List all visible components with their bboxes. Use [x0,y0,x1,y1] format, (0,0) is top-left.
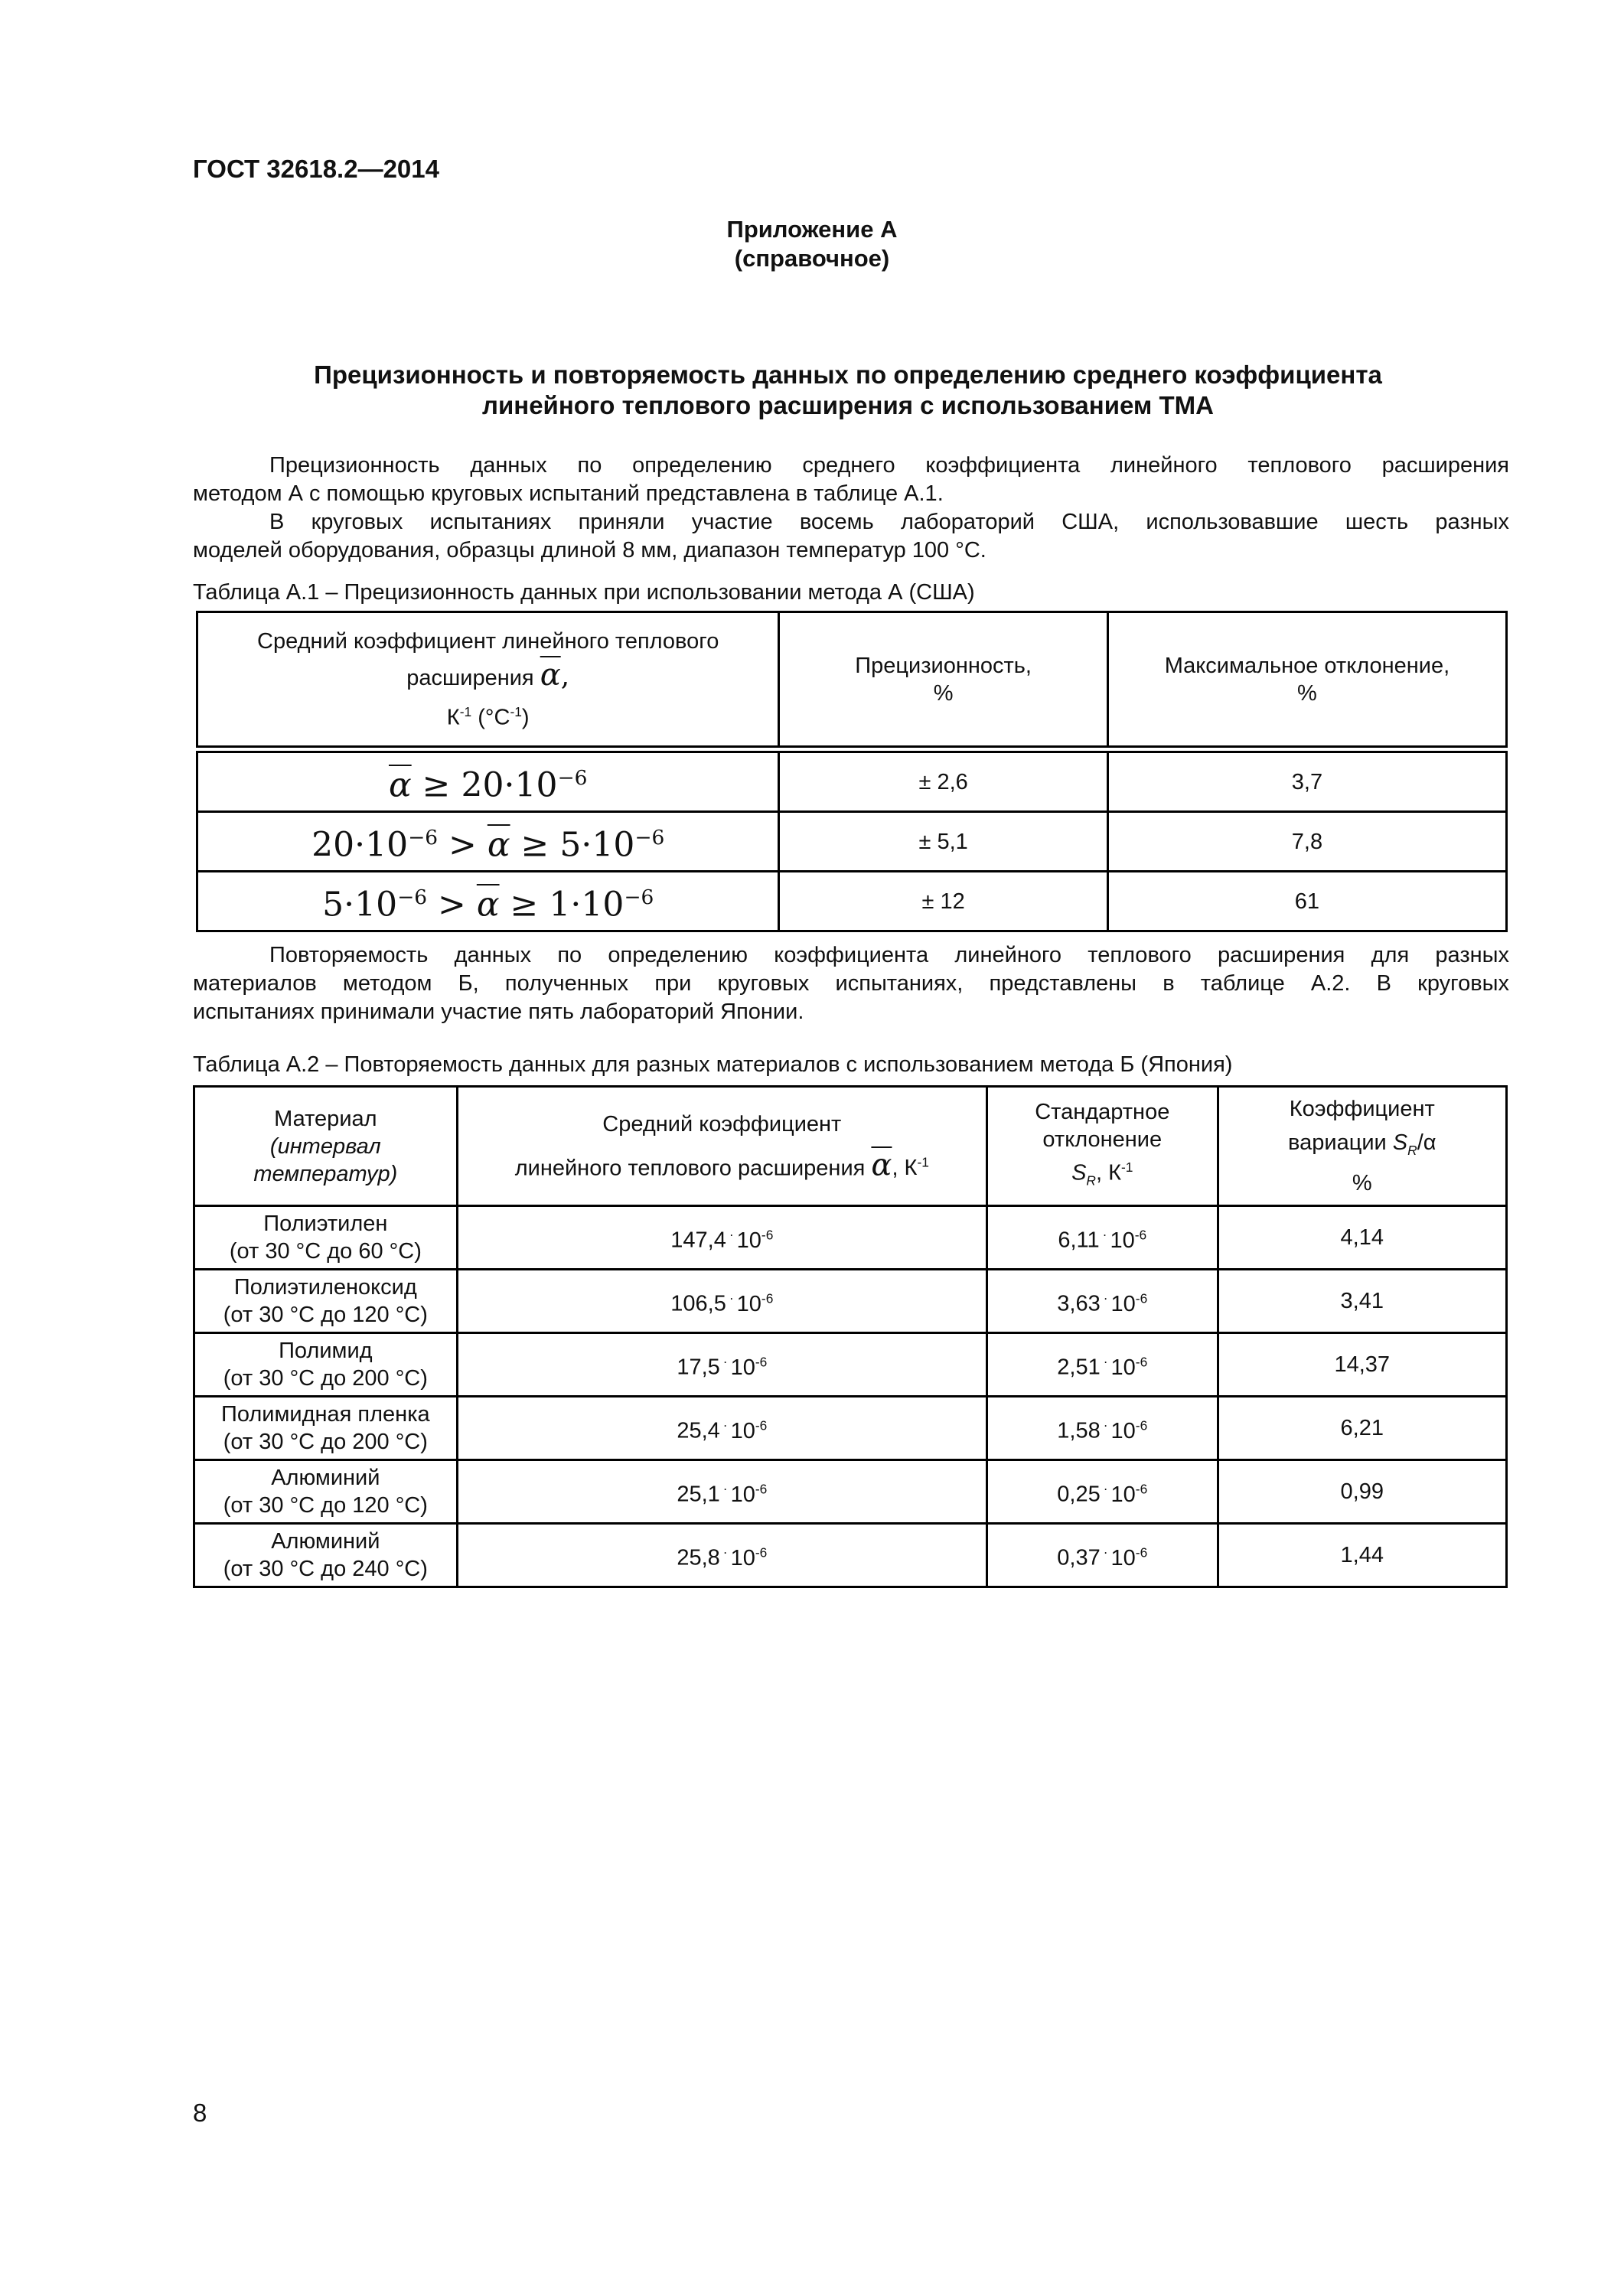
range-formula: $\overline{\alpha} \ge 20\cdot 10^{-6}$ [197,752,779,812]
temperature-interval: (от 30 °С до 120 °С) [223,1303,428,1327]
table-row [194,1270,1507,1333]
temperature-interval: (от 30 °С до 120 °С) [223,1493,428,1518]
table-row [194,1206,1507,1270]
variation-cell: 0,99 [1218,1460,1506,1524]
paragraph-3-line-2: материалов методом Б, полученных при круговых испытаниях, представлены в таблице А.2. В круговых [193,971,1509,996]
multiply-dot: · [1103,1354,1108,1370]
header-text: Стандартное [1035,1099,1170,1124]
standard-deviation-cell [986,1270,1218,1333]
exponent: $10^{-6}$ [1110,1290,1148,1316]
mean-coefficient-cell [457,1524,986,1587]
multiply-dot: · [1103,1544,1108,1561]
exponent: $10^{-6}$ [730,1481,768,1507]
sd-value: 2,51 [1057,1355,1101,1380]
material-cell [194,1460,458,1524]
variation-cell: 3,41 [1218,1270,1506,1333]
material-name: Полиэтиленоксид [233,1275,417,1300]
precision-value: ± 5,1 [779,812,1107,872]
mean-coefficient-cell [457,1333,986,1397]
header-text: отклонение [1042,1127,1163,1152]
header-unit: % [1352,1171,1372,1196]
mean-value: 25,8 [677,1545,720,1570]
material-cell [194,1270,458,1333]
header-symbol: $S_R$, $К^{-1}$ [1071,1159,1133,1189]
paragraph-3-line-3: испытаниях принимали участие пять лабораторий Японии. [193,1000,804,1024]
mean-value: 25,1 [677,1482,720,1507]
sd-value: 3,63 [1057,1291,1101,1316]
material-cell [194,1524,458,1587]
temperature-interval: (от 30 °С до 200 °С) [223,1366,428,1391]
header-text: Прецизионность, [855,653,1032,678]
header-units: , $К^{-1}$ [892,1154,929,1181]
header-text: вариации $S_R/\alpha$ [1288,1130,1436,1158]
table-1-header-precision [779,612,1107,747]
mean-value: 17,5 [677,1355,720,1380]
table-2 [193,1085,1508,1588]
multiply-dot: · [722,1354,728,1370]
material-cell [194,1333,458,1397]
table-2-caption: Таблица А.2 – Повторяемость данных для разных материалов с использованием метода Б (Япония) [193,1052,1233,1077]
mean-value: 25,4 [677,1418,720,1443]
max-deviation-value: 3,7 [1107,752,1506,812]
header-text: Средний коэффициент линейного теплового [257,628,719,654]
table-1-caption: Таблица А.1 – Прецизионность данных при использовании метода А (США) [193,580,975,605]
multiply-dot: · [722,1544,728,1561]
standard-deviation-cell [986,1397,1218,1460]
temperature-interval: (от 30 °С до 60 °С) [229,1239,422,1264]
table-2-header-row [194,1087,1507,1206]
range-formula: $5\cdot 10^{-6} > \overline{\alpha} \ge 1\cdot 10^{-6}$ [197,872,779,931]
table-2-header-material [194,1087,458,1206]
paragraph-3 [193,941,1509,1026]
temperature-interval: (от 30 °С до 200 °С) [223,1430,428,1454]
mean-value: 147,4 [670,1228,726,1253]
mean-value: 106,5 [670,1291,726,1316]
multiply-dot: · [1103,1417,1108,1433]
sd-value: 6,11 [1058,1228,1100,1253]
paragraph-1-line-1: Прецизионность данных по определению среднего коэффициента линейного теплового расширения [269,453,1509,478]
mean-coefficient-cell [457,1397,986,1460]
mean-coefficient-cell [457,1206,986,1270]
header-text: Максимальное отклонение, [1164,653,1450,678]
material-name: Полиэтилен [263,1212,388,1236]
table-1-header-mean-coefficient [197,612,779,747]
paragraph-1 [193,452,1509,508]
header-unit: % [933,680,954,706]
header-expansion-label: расширения [406,665,534,690]
standard-deviation-cell [986,1524,1218,1587]
standard-deviation-cell [986,1206,1218,1270]
standard-deviation-cell [986,1333,1218,1397]
annex-title: Приложение А [726,216,898,243]
table-row [194,1460,1507,1524]
exponent: $10^{-6}$ [730,1354,768,1380]
material-name: Полимид [279,1339,373,1363]
mean-coefficient-cell [457,1270,986,1333]
variation-cell: 4,14 [1218,1206,1506,1270]
table-row [194,1397,1507,1460]
multiply-dot: · [1103,1290,1108,1306]
exponent: $10^{-6}$ [1110,1354,1148,1380]
standard-deviation-cell [986,1460,1218,1524]
exponent: $10^{-6}$ [1110,1417,1148,1443]
material-cell [194,1397,458,1460]
exponent: $10^{-6}$ [736,1227,774,1253]
sd-value: 0,25 [1057,1482,1101,1507]
header-text: Коэффициент [1289,1096,1435,1121]
header-text: Материал [274,1106,377,1131]
alpha-symbol: $\overline{\alpha}$ [540,657,561,693]
multiply-dot: · [1103,1481,1108,1497]
paragraph-2-line-1: В круговых испытаниях приняли участие восемь лабораторий США, использовавшие шесть разных [269,510,1509,534]
paragraph-2 [193,508,1509,565]
header-unit: % [1297,680,1317,706]
table-row [197,812,1507,872]
table-1-header-max-deviation [1107,612,1506,747]
header-text-2 [465,1149,980,1182]
table-1-header-row [197,612,1507,747]
max-deviation-value: 7,8 [1107,812,1506,872]
multiply-dot: · [722,1481,728,1497]
paragraph-3-line-1: Повторяемость данных по определению коэффициента линейного теплового расширения для разных [269,943,1509,967]
table-2-header-variation [1218,1087,1506,1206]
sd-value: 1,58 [1057,1418,1101,1443]
table-2-header-standard-deviation [986,1087,1218,1206]
exponent: $10^{-6}$ [1110,1544,1148,1570]
exponent: $10^{-6}$ [730,1544,768,1570]
annex-note: (справочное) [734,245,890,272]
variation-cell: 1,44 [1218,1524,1506,1587]
material-cell [194,1206,458,1270]
table-row [197,752,1507,812]
max-deviation-value: 61 [1107,872,1506,931]
exponent: $10^{-6}$ [736,1290,774,1316]
range-formula: $20\cdot 10^{-6} > \overline{\alpha} \ge 5\cdot 10^{-6}$ [197,812,779,872]
material-name: Алюминий [271,1529,380,1554]
table-row [194,1524,1507,1587]
table-1-header-separator [197,747,1507,752]
header-text-italic: (интервал [269,1133,381,1159]
paragraph-2-line-2: моделей оборудования, образцы длиной 8 мм, диапазон температур 100 °С. [193,538,986,563]
standard-number: ГОСТ 32618.2—2014 [193,155,439,183]
header-text: Средний коэффициент [602,1111,842,1137]
header-expansion-label: линейного теплового расширения [514,1156,866,1181]
variation-cell: 6,21 [1218,1397,1506,1460]
precision-value: ± 2,6 [779,752,1107,812]
material-name: Алюминий [271,1466,380,1490]
table-2-header-mean-coefficient [457,1087,986,1206]
multiply-dot: · [729,1227,734,1243]
page-number: 8 [193,2099,207,2127]
page-title [193,360,1503,421]
multiply-dot: · [729,1290,734,1306]
title-line-2: линейного теплового расширения с использованием ТМА [482,391,1214,419]
exponent: $10^{-6}$ [1110,1227,1147,1253]
alpha-symbol: $\overline{\alpha}$ [871,1147,892,1183]
temperature-interval: (от 30 °С до 240 °С) [223,1557,428,1581]
multiply-dot: · [722,1417,728,1433]
material-name: Полимидная пленка [221,1402,430,1427]
exponent: $10^{-6}$ [1110,1481,1148,1507]
table-row [197,872,1507,931]
variation-cell: 14,37 [1218,1333,1506,1397]
precision-value: ± 12 [779,872,1107,931]
table-row [194,1333,1507,1397]
header-units: $К^{-1}$ $(^\circ С^{-1})$ [446,703,530,730]
header-text-italic: температур) [253,1161,398,1186]
paragraph-1-line-2: методом А с помощью круговых испытаний представлена в таблице А.1. [193,481,944,506]
mean-coefficient-cell [457,1460,986,1524]
multiply-dot: · [1102,1227,1107,1243]
exponent: $10^{-6}$ [730,1417,768,1443]
title-line-1: Прецизионность и повторяемость данных по определению среднего коэффициента [314,360,1382,389]
table-1 [196,611,1508,932]
sd-value: 0,37 [1057,1545,1101,1570]
header-comma: , [560,660,570,692]
header-text-2 [204,657,771,693]
